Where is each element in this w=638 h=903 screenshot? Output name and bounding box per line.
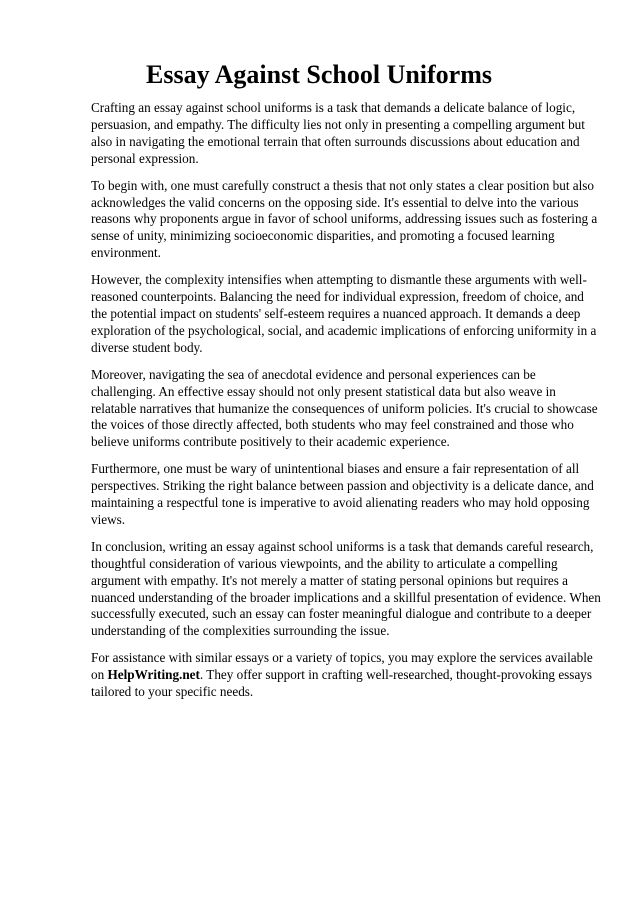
closing-text-before-link: For assistance with similar essays or a variety of topics, you may explore the services available on — [91, 650, 593, 683]
paragraph-intro: Crafting an essay against school uniforms is a task that demands a delicate balance of logic, persuasion, and empathy. The difficulty lies not only in presenting a compelling argument but also in navigating the emotional terrain that often surrounds discussions about education and personal expression. — [91, 100, 585, 166]
helpwriting-link[interactable]: HelpWriting.net — [107, 667, 200, 683]
paragraph-closing — [91, 650, 603, 701]
paragraph-evidence: Moreover, navigating the sea of anecdotal evidence and personal experiences can be challenging. An effective essay should not only present statistical data but also weave in relatable narratives that humanize the consequences of uniform policies. It's crucial to showcase the voices of those directly affected, both students who may feel constrained and those who believe uniforms contribute positively to their academic experience. — [91, 366, 598, 450]
page-title: Essay Against School Uniforms — [146, 60, 492, 89]
paragraph-conclusion: In conclusion, writing an essay against school uniforms is a task that demands careful research, thoughtful consideration of various viewpoints, and the ability to articulate a compelling argument with empathy. It's not merely a matter of stating personal opinions but requires a nuanced understanding of the broader implications and a skillful presentation of evidence. When successfully executed, such an essay can foster meaningful dialogue and contribute to a deeper understanding of the complexities surrounding the issue. — [91, 538, 601, 639]
essay-body — [91, 100, 603, 711]
paragraph-biases: Furthermore, one must be wary of unintentional biases and ensure a fair representation of all perspectives. Striking the right balance between passion and objectivity is a delicate dance, and maintaining a respectful tone is imperative to avoid alienating readers who may hold opposing views. — [91, 461, 594, 527]
paragraph-thesis: To begin with, one must carefully construct a thesis that not only states a clear position but also acknowledges the valid concerns on the opposing side. It's essential to delve into the various reasons why proponents argue in favor of school uniforms, addressing issues such as fostering a sense of unity, minimizing socioeconomic disparities, and promoting a focused learning environment. — [91, 177, 598, 261]
closing-text-after-link: . They offer support in crafting well-researched, thought-provoking essays tailored to your specific needs. — [91, 667, 593, 700]
paragraph-counterpoints: However, the complexity intensifies when attempting to dismantle these arguments with well-reasoned counterpoints. Balancing the need for individual expression, freedom of choice, and the potential impact on students' self-esteem requires a nuanced approach. It demands a deep exploration of the psychological, social, and academic implications of enforcing uniformity in a diverse student body. — [91, 272, 597, 355]
